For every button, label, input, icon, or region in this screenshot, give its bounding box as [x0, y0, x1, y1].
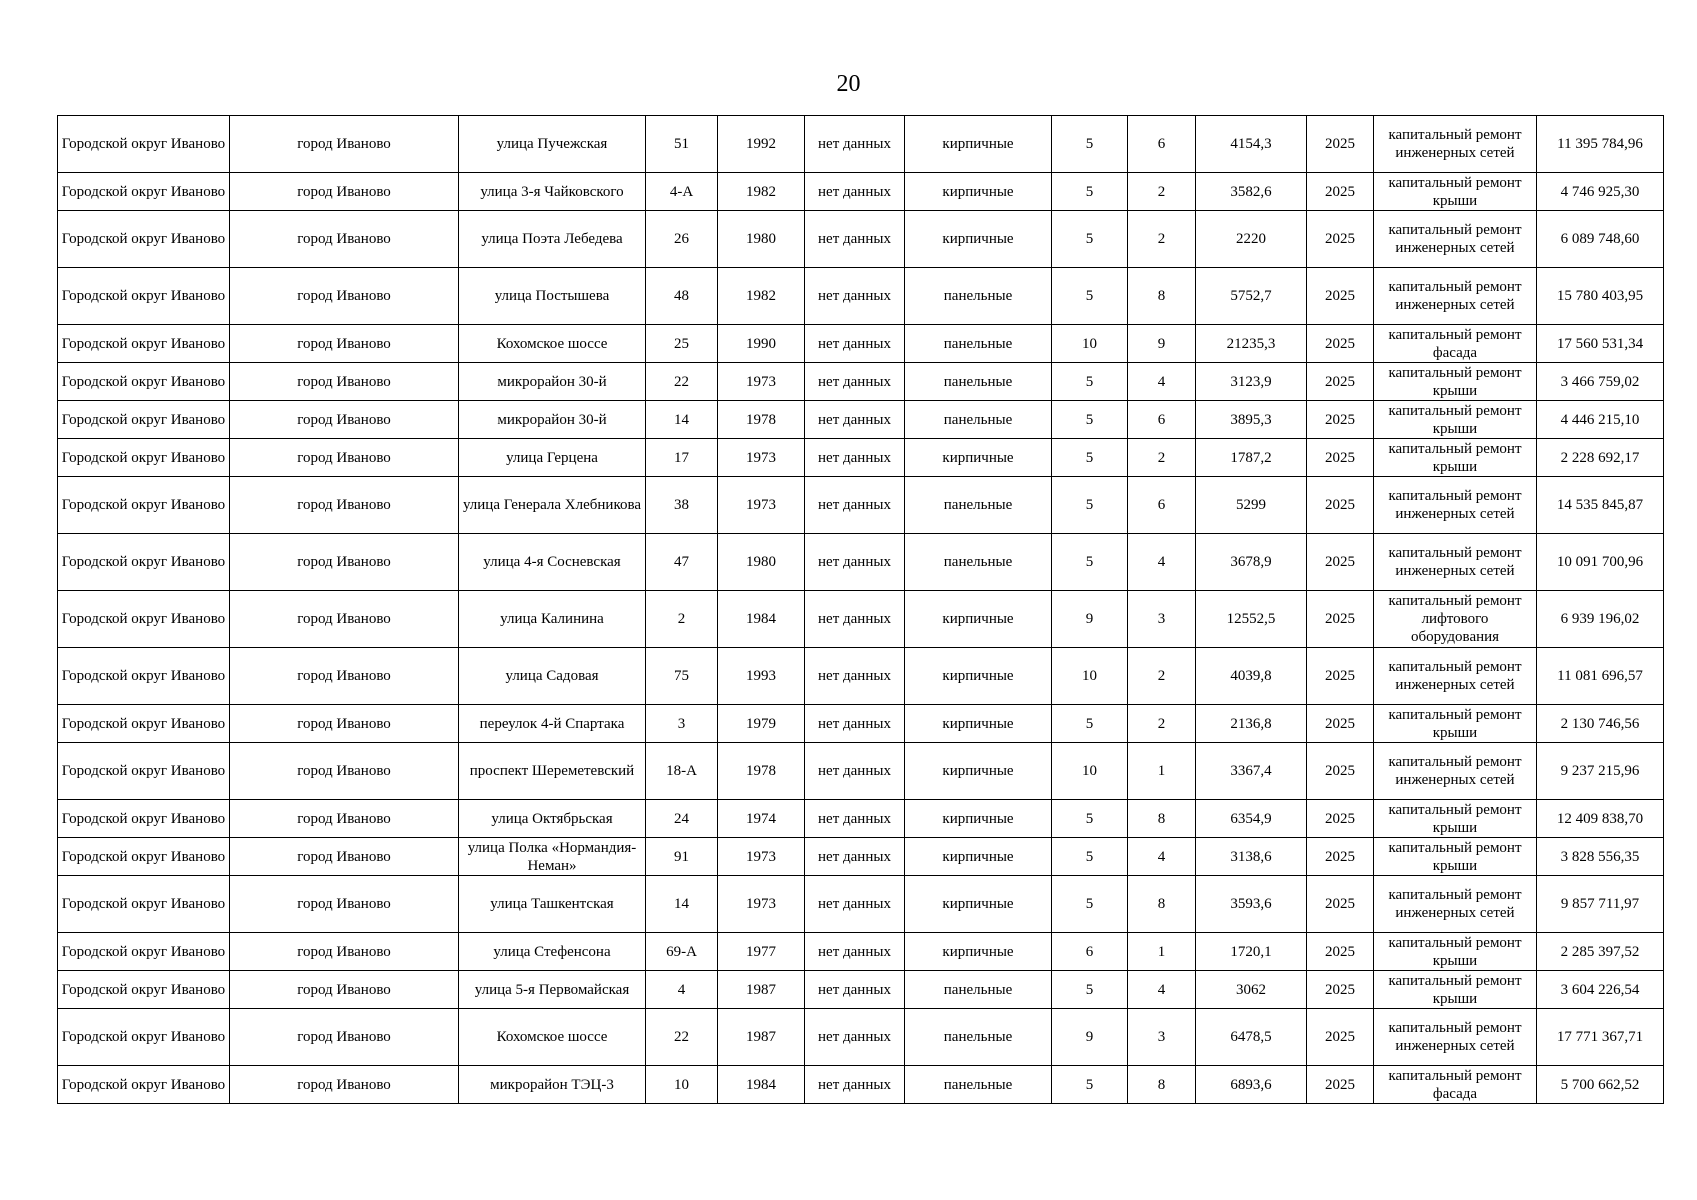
- cell-cost: 9 857 711,97: [1537, 876, 1664, 933]
- cell-plan-year: 2025: [1307, 325, 1374, 363]
- cell-work: капитальный ремонт инженерных сетей: [1374, 477, 1537, 534]
- cell-plan-year: 2025: [1307, 705, 1374, 743]
- cell-floors: 10: [1052, 648, 1128, 705]
- table-row: [58, 325, 1664, 363]
- cell-entrances: 8: [1128, 800, 1196, 838]
- cell-municipality: Городской округ Иваново: [58, 591, 230, 648]
- table-row: [58, 401, 1664, 439]
- cell-walls: кирпичные: [905, 838, 1052, 876]
- cell-year: 1973: [718, 876, 805, 933]
- cell-area: 1787,2: [1196, 439, 1307, 477]
- cell-cost: 17 771 367,71: [1537, 1009, 1664, 1066]
- cell-year-overhaul: нет данных: [805, 363, 905, 401]
- cell-cost: 3 466 759,02: [1537, 363, 1664, 401]
- cell-street: улица Ташкентская: [459, 876, 646, 933]
- cell-year: 1980: [718, 211, 805, 268]
- cell-year-overhaul: нет данных: [805, 211, 905, 268]
- cell-house: 47: [646, 534, 718, 591]
- page-number: 20: [836, 71, 861, 97]
- cell-plan-year: 2025: [1307, 211, 1374, 268]
- cell-year: 1982: [718, 173, 805, 211]
- cell-cost: 3 604 226,54: [1537, 971, 1664, 1009]
- cell-area: 3678,9: [1196, 534, 1307, 591]
- table-row: [58, 933, 1664, 971]
- cell-settlement: город Иваново: [230, 1066, 459, 1104]
- registry-body: [58, 116, 1664, 1104]
- cell-floors: 5: [1052, 876, 1128, 933]
- cell-area: 4154,3: [1196, 116, 1307, 173]
- table-row: [58, 1066, 1664, 1104]
- cell-house: 17: [646, 439, 718, 477]
- cell-floors: 5: [1052, 477, 1128, 534]
- cell-entrances: 1: [1128, 743, 1196, 800]
- cell-cost: 3 828 556,35: [1537, 838, 1664, 876]
- table-row: [58, 838, 1664, 876]
- cell-work: капитальный ремонт инженерных сетей: [1374, 534, 1537, 591]
- cell-entrances: 8: [1128, 876, 1196, 933]
- cell-house: 14: [646, 401, 718, 439]
- cell-cost: 9 237 215,96: [1537, 743, 1664, 800]
- cell-plan-year: 2025: [1307, 743, 1374, 800]
- cell-year: 1990: [718, 325, 805, 363]
- cell-house: 24: [646, 800, 718, 838]
- cell-work: капитальный ремонт крыши: [1374, 401, 1537, 439]
- cell-settlement: город Иваново: [230, 401, 459, 439]
- cell-work: капитальный ремонт инженерных сетей: [1374, 876, 1537, 933]
- cell-walls: панельные: [905, 363, 1052, 401]
- cell-walls: кирпичные: [905, 591, 1052, 648]
- cell-walls: панельные: [905, 1009, 1052, 1066]
- cell-walls: панельные: [905, 268, 1052, 325]
- cell-house: 75: [646, 648, 718, 705]
- cell-walls: кирпичные: [905, 173, 1052, 211]
- cell-street: улица 3-я Чайковского: [459, 173, 646, 211]
- table-row: [58, 268, 1664, 325]
- cell-year: 1993: [718, 648, 805, 705]
- cell-entrances: 4: [1128, 534, 1196, 591]
- cell-walls: панельные: [905, 1066, 1052, 1104]
- cell-work: капитальный ремонт крыши: [1374, 800, 1537, 838]
- cell-house: 4-А: [646, 173, 718, 211]
- cell-street: улица Полка «Нормандия-Неман»: [459, 838, 646, 876]
- cell-work: капитальный ремонт инженерных сетей: [1374, 116, 1537, 173]
- cell-year-overhaul: нет данных: [805, 648, 905, 705]
- cell-house: 22: [646, 1009, 718, 1066]
- cell-work: капитальный ремонт крыши: [1374, 363, 1537, 401]
- cell-municipality: Городской округ Иваново: [58, 439, 230, 477]
- cell-house: 48: [646, 268, 718, 325]
- cell-plan-year: 2025: [1307, 648, 1374, 705]
- cell-area: 3138,6: [1196, 838, 1307, 876]
- cell-cost: 12 409 838,70: [1537, 800, 1664, 838]
- cell-settlement: город Иваново: [230, 439, 459, 477]
- cell-plan-year: 2025: [1307, 363, 1374, 401]
- cell-plan-year: 2025: [1307, 971, 1374, 1009]
- cell-year-overhaul: нет данных: [805, 933, 905, 971]
- cell-settlement: город Иваново: [230, 268, 459, 325]
- cell-walls: кирпичные: [905, 648, 1052, 705]
- cell-work: капитальный ремонт крыши: [1374, 838, 1537, 876]
- cell-entrances: 2: [1128, 705, 1196, 743]
- cell-walls: кирпичные: [905, 211, 1052, 268]
- cell-settlement: город Иваново: [230, 1009, 459, 1066]
- cell-plan-year: 2025: [1307, 173, 1374, 211]
- cell-municipality: Городской округ Иваново: [58, 116, 230, 173]
- cell-floors: 5: [1052, 838, 1128, 876]
- cell-floors: 10: [1052, 743, 1128, 800]
- cell-area: 3895,3: [1196, 401, 1307, 439]
- cell-year-overhaul: нет данных: [805, 800, 905, 838]
- cell-area: 1720,1: [1196, 933, 1307, 971]
- cell-plan-year: 2025: [1307, 268, 1374, 325]
- cell-municipality: Городской округ Иваново: [58, 173, 230, 211]
- cell-settlement: город Иваново: [230, 534, 459, 591]
- cell-area: 3062: [1196, 971, 1307, 1009]
- cell-year-overhaul: нет данных: [805, 1066, 905, 1104]
- cell-house: 91: [646, 838, 718, 876]
- cell-settlement: город Иваново: [230, 591, 459, 648]
- cell-plan-year: 2025: [1307, 933, 1374, 971]
- cell-walls: кирпичные: [905, 439, 1052, 477]
- cell-work: капитальный ремонт инженерных сетей: [1374, 743, 1537, 800]
- cell-house: 2: [646, 591, 718, 648]
- cell-work: капитальный ремонт крыши: [1374, 439, 1537, 477]
- table-row: [58, 800, 1664, 838]
- cell-house: 25: [646, 325, 718, 363]
- cell-entrances: 8: [1128, 268, 1196, 325]
- cell-area: 3582,6: [1196, 173, 1307, 211]
- table-row: [58, 876, 1664, 933]
- cell-street: микрорайон ТЭЦ-3: [459, 1066, 646, 1104]
- cell-municipality: Городской округ Иваново: [58, 268, 230, 325]
- cell-cost: 11 081 696,57: [1537, 648, 1664, 705]
- cell-walls: панельные: [905, 477, 1052, 534]
- table-row: [58, 173, 1664, 211]
- cell-walls: кирпичные: [905, 705, 1052, 743]
- cell-cost: 10 091 700,96: [1537, 534, 1664, 591]
- cell-settlement: город Иваново: [230, 838, 459, 876]
- cell-municipality: Городской округ Иваново: [58, 1066, 230, 1104]
- cell-area: 5752,7: [1196, 268, 1307, 325]
- cell-house: 22: [646, 363, 718, 401]
- cell-street: проспект Шереметевский: [459, 743, 646, 800]
- cell-year: 1987: [718, 971, 805, 1009]
- cell-entrances: 2: [1128, 173, 1196, 211]
- cell-street: улица Постышева: [459, 268, 646, 325]
- cell-street: Кохомское шоссе: [459, 325, 646, 363]
- cell-entrances: 6: [1128, 477, 1196, 534]
- cell-settlement: город Иваново: [230, 116, 459, 173]
- table-row: [58, 648, 1664, 705]
- cell-settlement: город Иваново: [230, 800, 459, 838]
- cell-area: 12552,5: [1196, 591, 1307, 648]
- cell-entrances: 8: [1128, 1066, 1196, 1104]
- cell-area: 3367,4: [1196, 743, 1307, 800]
- cell-cost: 4 746 925,30: [1537, 173, 1664, 211]
- cell-year: 1984: [718, 1066, 805, 1104]
- cell-work: капитальный ремонт инженерных сетей: [1374, 1009, 1537, 1066]
- cell-work: капитальный ремонт инженерных сетей: [1374, 211, 1537, 268]
- cell-municipality: Городской округ Иваново: [58, 743, 230, 800]
- cell-cost: 14 535 845,87: [1537, 477, 1664, 534]
- cell-floors: 5: [1052, 534, 1128, 591]
- cell-entrances: 2: [1128, 648, 1196, 705]
- cell-municipality: Городской округ Иваново: [58, 648, 230, 705]
- cell-year-overhaul: нет данных: [805, 439, 905, 477]
- cell-settlement: город Иваново: [230, 705, 459, 743]
- cell-plan-year: 2025: [1307, 401, 1374, 439]
- cell-area: 6478,5: [1196, 1009, 1307, 1066]
- cell-floors: 5: [1052, 800, 1128, 838]
- cell-plan-year: 2025: [1307, 534, 1374, 591]
- cell-entrances: 1: [1128, 933, 1196, 971]
- cell-floors: 5: [1052, 211, 1128, 268]
- cell-walls: панельные: [905, 325, 1052, 363]
- cell-plan-year: 2025: [1307, 591, 1374, 648]
- cell-settlement: город Иваново: [230, 971, 459, 1009]
- cell-municipality: Городской округ Иваново: [58, 838, 230, 876]
- cell-year-overhaul: нет данных: [805, 534, 905, 591]
- cell-year-overhaul: нет данных: [805, 477, 905, 534]
- cell-area: 3593,6: [1196, 876, 1307, 933]
- cell-municipality: Городской округ Иваново: [58, 325, 230, 363]
- cell-street: улица Генерала Хлебникова: [459, 477, 646, 534]
- cell-cost: 5 700 662,52: [1537, 1066, 1664, 1104]
- cell-cost: 17 560 531,34: [1537, 325, 1664, 363]
- cell-area: 5299: [1196, 477, 1307, 534]
- cell-entrances: 2: [1128, 439, 1196, 477]
- cell-settlement: город Иваново: [230, 211, 459, 268]
- cell-work: капитальный ремонт инженерных сетей: [1374, 648, 1537, 705]
- table-row: [58, 743, 1664, 800]
- cell-street: микрорайон 30-й: [459, 401, 646, 439]
- cell-house: 10: [646, 1066, 718, 1104]
- cell-year-overhaul: нет данных: [805, 743, 905, 800]
- housing-registry-table: [57, 115, 1664, 1104]
- cell-house: 69-А: [646, 933, 718, 971]
- cell-walls: панельные: [905, 534, 1052, 591]
- table-row: [58, 211, 1664, 268]
- cell-year-overhaul: нет данных: [805, 838, 905, 876]
- cell-floors: 5: [1052, 401, 1128, 439]
- cell-plan-year: 2025: [1307, 838, 1374, 876]
- cell-floors: 5: [1052, 268, 1128, 325]
- cell-plan-year: 2025: [1307, 439, 1374, 477]
- cell-floors: 9: [1052, 1009, 1128, 1066]
- cell-walls: кирпичные: [905, 743, 1052, 800]
- cell-year: 1978: [718, 743, 805, 800]
- cell-house: 26: [646, 211, 718, 268]
- cell-plan-year: 2025: [1307, 477, 1374, 534]
- cell-entrances: 2: [1128, 211, 1196, 268]
- table-row: [58, 363, 1664, 401]
- cell-entrances: 4: [1128, 363, 1196, 401]
- cell-area: 2136,8: [1196, 705, 1307, 743]
- cell-settlement: город Иваново: [230, 173, 459, 211]
- cell-floors: 6: [1052, 933, 1128, 971]
- cell-year: 1978: [718, 401, 805, 439]
- cell-year-overhaul: нет данных: [805, 1009, 905, 1066]
- cell-floors: 5: [1052, 1066, 1128, 1104]
- cell-municipality: Городской округ Иваново: [58, 363, 230, 401]
- cell-walls: панельные: [905, 401, 1052, 439]
- cell-cost: 2 285 397,52: [1537, 933, 1664, 971]
- cell-work: капитальный ремонт крыши: [1374, 971, 1537, 1009]
- cell-house: 3: [646, 705, 718, 743]
- cell-plan-year: 2025: [1307, 1009, 1374, 1066]
- cell-year-overhaul: нет данных: [805, 173, 905, 211]
- cell-year-overhaul: нет данных: [805, 591, 905, 648]
- cell-work: капитальный ремонт инженерных сетей: [1374, 268, 1537, 325]
- cell-settlement: город Иваново: [230, 477, 459, 534]
- cell-municipality: Городской округ Иваново: [58, 211, 230, 268]
- cell-street: улица 5-я Первомайская: [459, 971, 646, 1009]
- cell-municipality: Городской округ Иваново: [58, 971, 230, 1009]
- cell-year-overhaul: нет данных: [805, 876, 905, 933]
- cell-street: улица Поэта Лебедева: [459, 211, 646, 268]
- cell-cost: 6 939 196,02: [1537, 591, 1664, 648]
- cell-entrances: 6: [1128, 401, 1196, 439]
- cell-street: улица Стефенсона: [459, 933, 646, 971]
- table-row: [58, 705, 1664, 743]
- cell-entrances: 6: [1128, 116, 1196, 173]
- cell-house: 18-А: [646, 743, 718, 800]
- cell-work: капитальный ремонт крыши: [1374, 173, 1537, 211]
- cell-work: капитальный ремонт крыши: [1374, 933, 1537, 971]
- cell-area: 4039,8: [1196, 648, 1307, 705]
- cell-year: 1973: [718, 439, 805, 477]
- cell-year: 1982: [718, 268, 805, 325]
- cell-cost: 2 228 692,17: [1537, 439, 1664, 477]
- cell-municipality: Городской округ Иваново: [58, 800, 230, 838]
- cell-street: улица Калинина: [459, 591, 646, 648]
- cell-entrances: 4: [1128, 838, 1196, 876]
- cell-year: 1974: [718, 800, 805, 838]
- cell-municipality: Городской округ Иваново: [58, 876, 230, 933]
- cell-year-overhaul: нет данных: [805, 325, 905, 363]
- cell-floors: 5: [1052, 363, 1128, 401]
- cell-settlement: город Иваново: [230, 933, 459, 971]
- table-row: [58, 1009, 1664, 1066]
- cell-cost: 4 446 215,10: [1537, 401, 1664, 439]
- cell-cost: 11 395 784,96: [1537, 116, 1664, 173]
- cell-floors: 5: [1052, 173, 1128, 211]
- cell-house: 4: [646, 971, 718, 1009]
- cell-street: Кохомское шоссе: [459, 1009, 646, 1066]
- cell-year-overhaul: нет данных: [805, 401, 905, 439]
- table-row: [58, 591, 1664, 648]
- cell-year-overhaul: нет данных: [805, 268, 905, 325]
- cell-house: 51: [646, 116, 718, 173]
- cell-floors: 5: [1052, 971, 1128, 1009]
- cell-year: 1977: [718, 933, 805, 971]
- cell-year: 1984: [718, 591, 805, 648]
- cell-floors: 5: [1052, 116, 1128, 173]
- cell-street: улица Садовая: [459, 648, 646, 705]
- cell-entrances: 3: [1128, 591, 1196, 648]
- cell-area: 3123,9: [1196, 363, 1307, 401]
- cell-year-overhaul: нет данных: [805, 971, 905, 1009]
- cell-work: капитальный ремонт фасада: [1374, 325, 1537, 363]
- cell-walls: панельные: [905, 971, 1052, 1009]
- cell-settlement: город Иваново: [230, 743, 459, 800]
- cell-year: 1973: [718, 477, 805, 534]
- table-row: [58, 534, 1664, 591]
- cell-year: 1973: [718, 363, 805, 401]
- cell-street: переулок 4-й Спартака: [459, 705, 646, 743]
- cell-area: 6893,6: [1196, 1066, 1307, 1104]
- cell-year-overhaul: нет данных: [805, 705, 905, 743]
- cell-floors: 10: [1052, 325, 1128, 363]
- cell-year: 1987: [718, 1009, 805, 1066]
- cell-work: капитальный ремонт крыши: [1374, 705, 1537, 743]
- cell-cost: 6 089 748,60: [1537, 211, 1664, 268]
- table-row: [58, 971, 1664, 1009]
- table-row: [58, 439, 1664, 477]
- table-row: [58, 477, 1664, 534]
- cell-floors: 9: [1052, 591, 1128, 648]
- cell-floors: 5: [1052, 705, 1128, 743]
- cell-house: 14: [646, 876, 718, 933]
- cell-settlement: город Иваново: [230, 648, 459, 705]
- cell-settlement: город Иваново: [230, 363, 459, 401]
- cell-plan-year: 2025: [1307, 1066, 1374, 1104]
- cell-street: улица Герцена: [459, 439, 646, 477]
- cell-settlement: город Иваново: [230, 876, 459, 933]
- cell-walls: кирпичные: [905, 933, 1052, 971]
- cell-entrances: 9: [1128, 325, 1196, 363]
- cell-walls: кирпичные: [905, 800, 1052, 838]
- cell-floors: 5: [1052, 439, 1128, 477]
- cell-year: 1979: [718, 705, 805, 743]
- cell-municipality: Городской округ Иваново: [58, 477, 230, 534]
- cell-municipality: Городской округ Иваново: [58, 534, 230, 591]
- cell-area: 2220: [1196, 211, 1307, 268]
- cell-settlement: город Иваново: [230, 325, 459, 363]
- cell-plan-year: 2025: [1307, 116, 1374, 173]
- cell-entrances: 4: [1128, 971, 1196, 1009]
- cell-walls: кирпичные: [905, 116, 1052, 173]
- table-row: [58, 116, 1664, 173]
- cell-year: 1992: [718, 116, 805, 173]
- cell-municipality: Городской округ Иваново: [58, 933, 230, 971]
- cell-municipality: Городской округ Иваново: [58, 1009, 230, 1066]
- cell-street: улица 4-я Сосневская: [459, 534, 646, 591]
- cell-year: 1980: [718, 534, 805, 591]
- cell-area: 6354,9: [1196, 800, 1307, 838]
- cell-entrances: 3: [1128, 1009, 1196, 1066]
- cell-work: капитальный ремонт лифтового оборудования: [1374, 591, 1537, 648]
- cell-municipality: Городской округ Иваново: [58, 401, 230, 439]
- cell-year-overhaul: нет данных: [805, 116, 905, 173]
- cell-street: улица Пучежская: [459, 116, 646, 173]
- cell-plan-year: 2025: [1307, 800, 1374, 838]
- cell-area: 21235,3: [1196, 325, 1307, 363]
- cell-cost: 15 780 403,95: [1537, 268, 1664, 325]
- cell-street: микрорайон 30-й: [459, 363, 646, 401]
- cell-walls: кирпичные: [905, 876, 1052, 933]
- cell-plan-year: 2025: [1307, 876, 1374, 933]
- cell-cost: 2 130 746,56: [1537, 705, 1664, 743]
- cell-house: 38: [646, 477, 718, 534]
- cell-year: 1973: [718, 838, 805, 876]
- cell-municipality: Городской округ Иваново: [58, 705, 230, 743]
- cell-work: капитальный ремонт фасада: [1374, 1066, 1537, 1104]
- cell-street: улица Октябрьская: [459, 800, 646, 838]
